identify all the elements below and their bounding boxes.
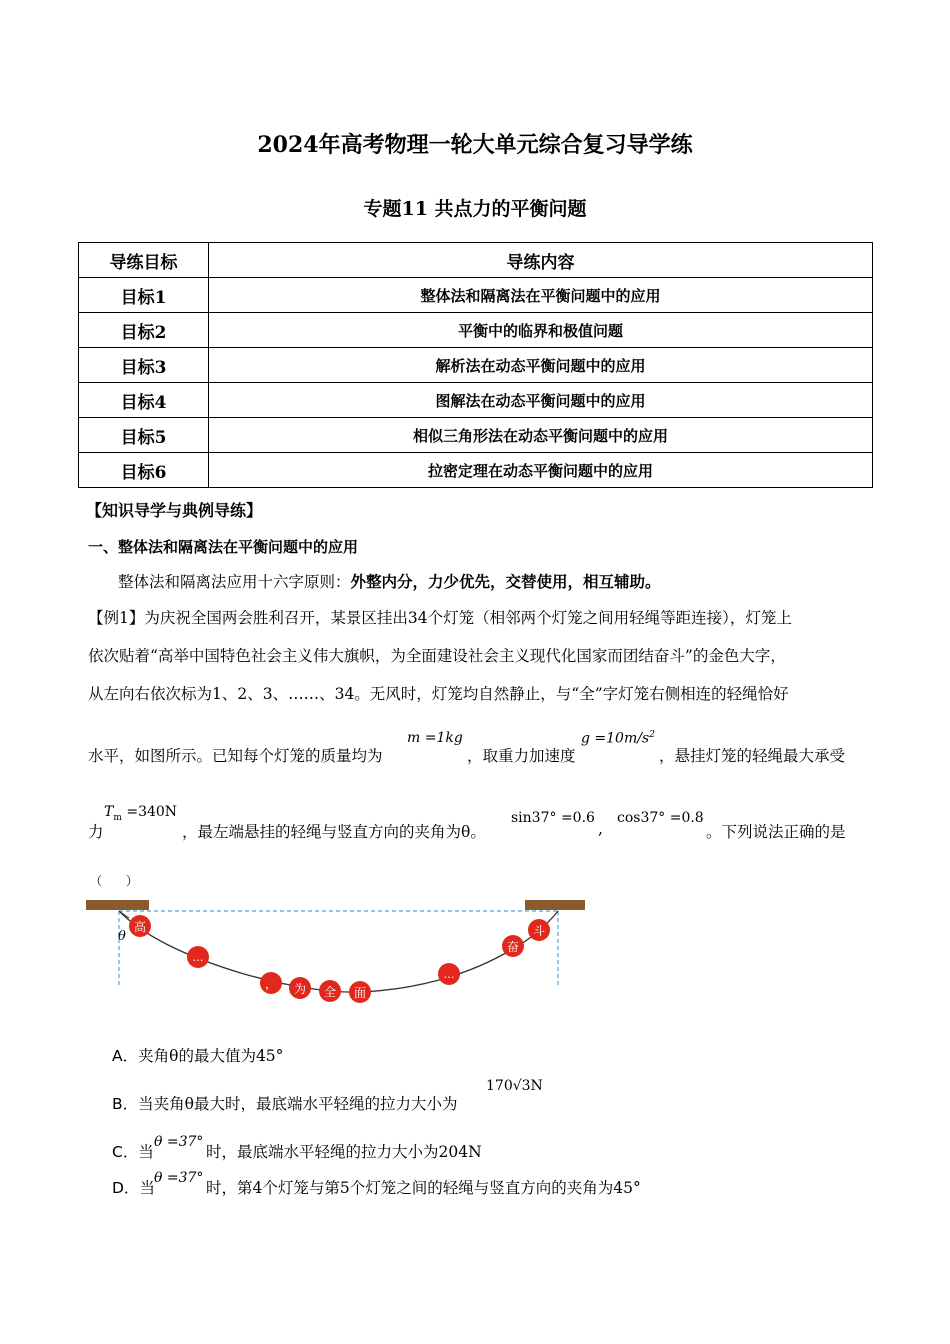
example-text: ，取重力加速度: [467, 747, 576, 765]
goal-label: 目标3: [79, 348, 209, 383]
left-ceiling: [86, 900, 149, 910]
example-text: 为庆祝全国两会胜利召开，某景区挂出34个灯笼（相邻两个灯笼之间用轻绳等距连接），灯笼上: [144, 609, 792, 627]
svg-text:奋: 奋: [506, 940, 520, 954]
goal-content: 拉密定理在动态平衡问题中的应用: [209, 453, 873, 488]
goal-label: 目标1: [79, 278, 209, 313]
lantern: [187, 946, 209, 968]
svg-text:，: ，: [264, 977, 278, 991]
principle-line: [118, 570, 661, 592]
option-c-text: 时，最底端水平轻绳的拉力大小为204N: [206, 1143, 482, 1161]
svg-text:全: 全: [323, 985, 337, 999]
math-mass: m =1kg: [407, 730, 463, 746]
math-cos: cos37° =0.8: [617, 810, 704, 826]
page-title: 2024年高考物理一轮大单元综合复习导学练: [257, 132, 693, 158]
table-row: [79, 383, 873, 418]
principle-intro: 整体法和隔离法应用十六字原则：: [118, 573, 351, 591]
principle-bold: 外整内分，力少优先，交替使用，相互辅助。: [350, 573, 661, 591]
example-line-4: 水平，如图所示。已知每个灯笼的质量均为: [88, 747, 383, 765]
svg-text:…: …: [192, 951, 204, 964]
lantern: [502, 935, 524, 957]
lantern: [289, 977, 311, 999]
example-line-1: [88, 606, 792, 628]
example-label: 【例1】: [88, 609, 145, 627]
svg-text:面: 面: [353, 986, 367, 1000]
lantern: [528, 919, 550, 941]
answer-parens: （ ）: [90, 874, 139, 888]
option-d-text: 时，第4个灯笼与第5个灯笼之间的轻绳与竖直方向的夹角为45°: [206, 1179, 641, 1197]
table-row: [79, 453, 873, 488]
section-title: 一、整体法和隔离法在平衡问题中的应用: [88, 538, 359, 556]
option-d-math: θ =37°: [154, 1170, 204, 1186]
table-header: 导练目标: [79, 243, 209, 278]
right-ceiling: [525, 900, 585, 910]
table-header: 导练内容: [209, 243, 873, 278]
goal-label: 目标4: [79, 383, 209, 418]
goal-label: 目标6: [79, 453, 209, 488]
example-line-3: 从左向右依次标为1、2、3、……、34。无风时，灯笼均自然静止，与“全”字灯笼右侧相连的轻绳恰好: [88, 685, 789, 703]
lantern: [438, 963, 460, 985]
example-text: ,: [598, 820, 603, 838]
goals-table: [78, 242, 873, 488]
theta-arc: [119, 911, 129, 918]
lantern: [319, 980, 341, 1002]
option-c-math: θ =37°: [154, 1134, 204, 1150]
goal-content: 解析法在动态平衡问题中的应用: [209, 348, 873, 383]
example-line-2: 依次贴着“高举中国特色社会主义伟大旗帜，为全面建设社会主义现代化国家而团结奋斗”的金色大字，: [88, 647, 786, 665]
math-gravity: $g =10m/s^2$: [581, 730, 655, 747]
rope: [119, 911, 558, 992]
table-row: [79, 348, 873, 383]
option-b[interactable]: B．当夹角θ最大时，最底端水平轻绳的拉力大小为: [112, 1095, 458, 1113]
svg-text:斗: 斗: [532, 924, 546, 938]
table-row: [79, 418, 873, 453]
example-text: ，悬挂灯笼的轻绳最大承受: [659, 747, 846, 765]
theta-label: θ: [118, 929, 126, 944]
example-text: 。下列说法正确的是: [706, 823, 846, 841]
goal-content: 平衡中的临界和极值问题: [209, 313, 873, 348]
svg-text:为: 为: [293, 982, 307, 996]
lantern: [349, 981, 371, 1003]
goal-content: 整体法和隔离法在平衡问题中的应用: [209, 278, 873, 313]
option-a[interactable]: A．夹角θ的最大值为45°: [112, 1047, 284, 1065]
svg-text:高: 高: [133, 920, 147, 934]
svg-text:…: …: [443, 968, 455, 981]
section-header: 【知识导学与典例导练】: [86, 501, 263, 520]
lantern-figure: [84, 896, 594, 1006]
math-sin: sin37° =0.6: [511, 810, 595, 826]
example-line-5: 力: [88, 823, 104, 841]
goal-content: 图解法在动态平衡问题中的应用: [209, 383, 873, 418]
goal-label: 目标5: [79, 418, 209, 453]
option-d[interactable]: D．当: [112, 1179, 155, 1197]
example-text: ，最左端悬挂的轻绳与竖直方向的夹角为θ。: [182, 823, 486, 841]
lantern: [129, 915, 151, 937]
math-tension: $T_m =340N$: [104, 804, 178, 823]
table-row: [79, 313, 873, 348]
goal-content: 相似三角形法在动态平衡问题中的应用: [209, 418, 873, 453]
lantern: [260, 972, 282, 994]
goal-label: 目标2: [79, 313, 209, 348]
option-b-math: 170√3N: [486, 1078, 543, 1094]
table-header-row: [79, 243, 873, 278]
page-subtitle: 专题11 共点力的平衡问题: [363, 198, 587, 220]
table-row: [79, 278, 873, 313]
option-c[interactable]: C．当: [112, 1143, 154, 1161]
